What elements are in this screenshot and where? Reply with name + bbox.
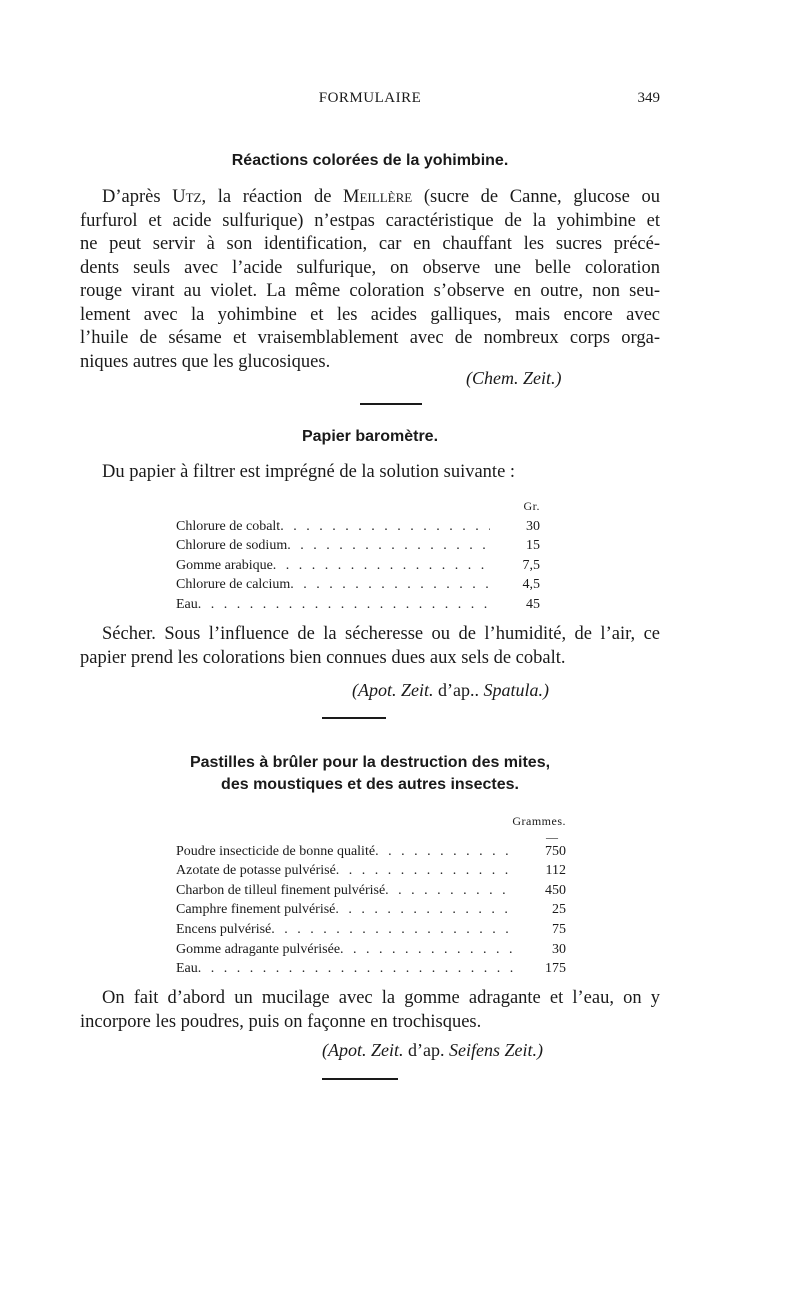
recipe-row: Azotate de potasse pulvérisé . . . 112 [176,861,566,881]
recipe-table-papier [176,497,540,615]
running-title: FORMULAIRE [318,90,422,106]
paragraph-line: On fait d’abord un mucilage avec la gomme adragante et l’eau, on y [102,988,660,1008]
recipe-row: Chlorure de cobalt . . . 30 [176,517,540,537]
recipe-row: Camphre finement pulvérisé . . . 25 [176,900,566,920]
paragraph-line: dents seuls avec l’acide sulfurique, on observe une belle coloration [80,257,660,278]
recipe-row: Chlorure de calcium . . . 4,5 [176,575,540,595]
section-title-pastilles: Pastilles à brûler pour la destruction des mites, des moustiques et des autres insectes. [189,754,551,793]
paragraph-line: D’après Utz, la réaction de Meillère (sucre de Canne, glucose ou [102,187,660,207]
section-divider [322,717,386,719]
paragraph-line: furfurol et acide sulfurique) n’estpas caractéristique de la yohimbine et [80,210,660,231]
paragraph-pastilles [80,987,660,1034]
paragraph-intro: Du papier à filtrer est imprégné de la solution suivante : [102,462,516,482]
section-title-papier: Papier baromètre. [301,428,439,445]
running-head [80,90,660,112]
unit-dash: — [546,829,558,844]
recipe-row: Gomme arabique . . . 7,5 [176,556,540,576]
recipe-row: Poudre insecticide de bonne qualité . . . 750 [176,842,566,862]
section-divider [322,1078,398,1080]
recipe-row: Eau . . . 175 [176,959,566,979]
author-name: Utz [172,187,202,207]
section-divider [360,403,422,405]
paragraph-line: rouge virant au violet. La même coloration s’observe en outre, non seu- [80,281,660,301]
source-citation: (Apot. Zeit. d’ap. Seifens Zeit.) [322,1040,543,1060]
paragraph-line: incorpore les poudres, puis on façonne en trochisques. [80,1011,482,1032]
page-number: 349 [637,90,660,106]
section-title-yohimbine: Réactions colorées de la yohimbine. [231,152,509,169]
paragraph-yohimbine [80,186,660,374]
paragraph-line: Sécher. Sous l’influence de la sécheresse ou de l’humidité, de l’air, ce [102,624,660,644]
paragraph-line: niques autres que les glucosiques. [80,351,331,372]
paragraph-line: papier prend les colorations bien connues dues aux sels de cobalt. [80,647,566,668]
paragraph-line: ne peut servir à son identification, car en chauffant les sucres précé- [80,234,660,254]
unit-header: Grammes. [512,814,566,828]
recipe-table-pastilles [176,812,566,979]
source-citation: (Apot. Zeit. d’ap.. Spatula.) [352,680,549,700]
recipe-row: Charbon de tilleul finement pulvérisé . . . 450 [176,881,566,901]
paragraph-papier [80,623,660,670]
paragraph-line: l’huile de sésame et vraisemblablement avec de nombreux corps orga- [80,328,660,348]
recipe-row: Eau . . . 45 [176,595,540,615]
recipe-row: Encens pulvérisé . . . 75 [176,920,566,940]
unit-header: Gr. [523,499,540,513]
recipe-row: Chlorure de sodium . . . 15 [176,536,540,556]
recipe-row: Gomme adragante pulvérisée . . . 30 [176,940,566,960]
author-name: Meillère [343,187,413,207]
source-citation: (Chem. Zeit.) [466,368,562,388]
paragraph-line: lement avec la yohimbine et les acides galliques, mais encore avec [80,304,660,325]
